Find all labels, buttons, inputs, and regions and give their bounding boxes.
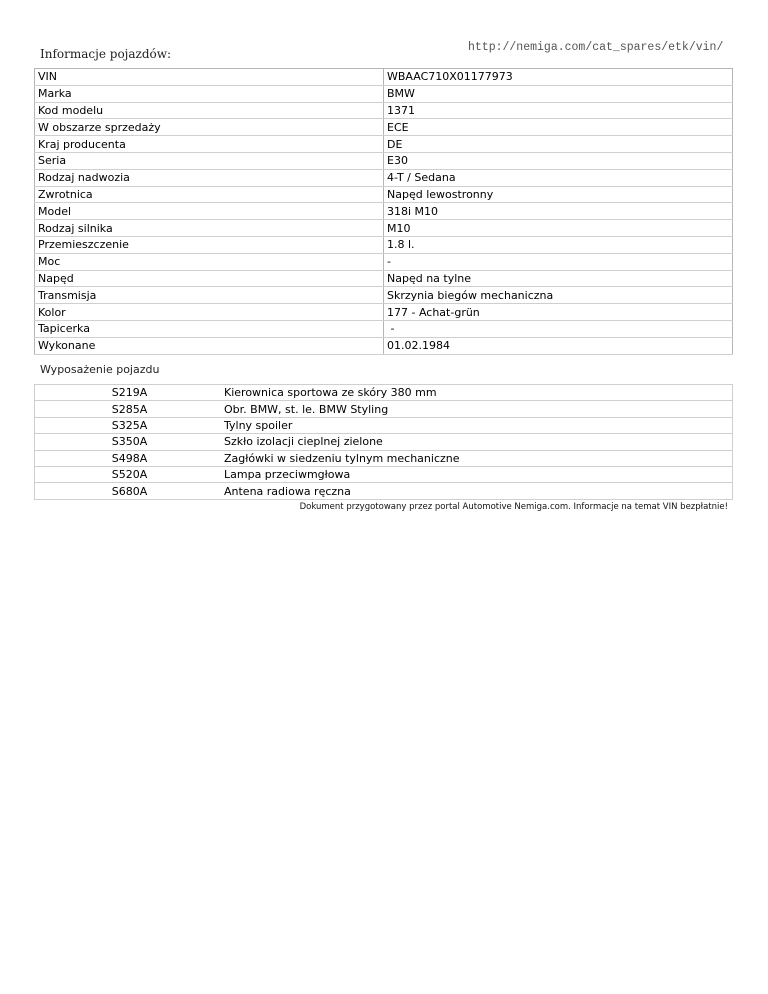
table-row: [35, 304, 733, 321]
row-value: DE: [384, 136, 733, 153]
table-row: [35, 450, 733, 466]
row-value: 1371: [384, 102, 733, 119]
source-url: http://nemiga.com/cat_spares/etk/vin/: [468, 41, 724, 54]
table-row: [35, 69, 733, 86]
option-code: S219A: [35, 385, 225, 401]
row-label: Kolor: [35, 304, 384, 321]
row-value: 318i M10: [384, 203, 733, 220]
table-row: [35, 236, 733, 253]
table-row: [35, 203, 733, 220]
row-value: 4-T / Sedana: [384, 169, 733, 186]
row-value: -: [384, 320, 733, 337]
equipment-title: Wyposażenie pojazdu: [40, 363, 160, 376]
option-code: S520A: [35, 466, 225, 482]
row-label: Zwrotnica: [35, 186, 384, 203]
option-description: Lampa przeciwmgłowa: [224, 466, 733, 482]
row-label: Przemieszczenie: [35, 236, 384, 253]
table-row: [35, 434, 733, 450]
row-value: Napęd na tylne: [384, 270, 733, 287]
row-value: Skrzynia biegów mechaniczna: [384, 287, 733, 304]
row-label: Napęd: [35, 270, 384, 287]
vehicle-info-title: Informacje pojazdów:: [40, 47, 172, 61]
row-label: Wykonane: [35, 337, 384, 354]
row-label: Seria: [35, 152, 384, 169]
row-value: 01.02.1984: [384, 337, 733, 354]
table-row: [35, 136, 733, 153]
table-row: [35, 102, 733, 119]
row-value: WBAAC710X01177973: [384, 69, 733, 86]
option-description: Szkło izolacji cieplnej zielone: [224, 434, 733, 450]
row-label: Transmisja: [35, 287, 384, 304]
table-row: [35, 169, 733, 186]
table-row: [35, 270, 733, 287]
row-label: Tapicerka: [35, 320, 384, 337]
row-value: -: [384, 253, 733, 270]
option-description: Tylny spoiler: [224, 417, 733, 433]
row-label: Rodzaj silnika: [35, 220, 384, 237]
table-row: [35, 417, 733, 433]
row-value: E30: [384, 152, 733, 169]
option-description: Obr. BMW, st. le. BMW Styling: [224, 401, 733, 417]
footer-note: Dokument przygotowany przez portal Automotive Nemiga.com. Informacje na temat VIN bezpłatnie!: [299, 502, 728, 512]
row-value: 177 - Achat-grün: [384, 304, 733, 321]
row-label: Kraj producenta: [35, 136, 384, 153]
row-value: Napęd lewostronny: [384, 186, 733, 203]
option-description: Zagłówki w siedzeniu tylnym mechaniczne: [224, 450, 733, 466]
option-description: Antena radiowa ręczna: [224, 483, 733, 499]
table-row: [35, 85, 733, 102]
option-code: S285A: [35, 401, 225, 417]
option-code: S350A: [35, 434, 225, 450]
table-row: [35, 320, 733, 337]
table-row: [35, 401, 733, 417]
table-row: [35, 152, 733, 169]
row-label: Marka: [35, 85, 384, 102]
row-value: M10: [384, 220, 733, 237]
table-row: [35, 483, 733, 499]
row-value: BMW: [384, 85, 733, 102]
table-row: [35, 337, 733, 354]
table-row: [35, 119, 733, 136]
row-label: W obszarze sprzedaży: [35, 119, 384, 136]
row-value: ECE: [384, 119, 733, 136]
option-code: S498A: [35, 450, 225, 466]
table-row: [35, 186, 733, 203]
row-value: 1.8 l.: [384, 236, 733, 253]
row-label: VIN: [35, 69, 384, 86]
row-label: Moc: [35, 253, 384, 270]
table-row: [35, 385, 733, 401]
row-label: Kod modelu: [35, 102, 384, 119]
table-row: [35, 253, 733, 270]
row-label: Model: [35, 203, 384, 220]
table-row: [35, 466, 733, 482]
option-description: Kierownica sportowa ze skóry 380 mm: [224, 385, 733, 401]
table-row: [35, 220, 733, 237]
option-code: S325A: [35, 417, 225, 433]
option-code: S680A: [35, 483, 225, 499]
table-row: [35, 287, 733, 304]
equipment-table: [34, 384, 733, 500]
vehicle-info-table: [34, 68, 733, 355]
row-label: Rodzaj nadwozia: [35, 169, 384, 186]
